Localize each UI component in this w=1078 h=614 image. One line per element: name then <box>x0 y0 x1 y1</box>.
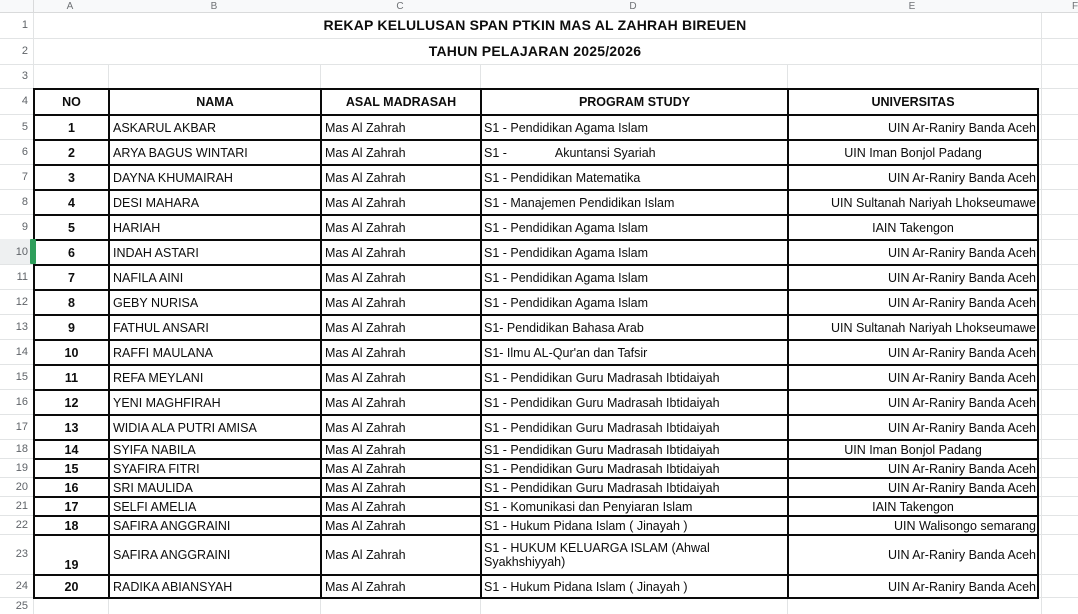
gridline <box>0 534 33 535</box>
gridline <box>480 597 481 614</box>
cell-no[interactable]: 12 <box>34 390 109 415</box>
cell-no[interactable]: 18 <box>34 516 109 535</box>
cell-program-study[interactable]: S1 - Pendidikan Matematika <box>481 165 788 190</box>
row-header-11[interactable]: 11 <box>16 270 28 283</box>
table-row <box>34 290 1038 315</box>
gridline <box>1038 239 1078 240</box>
cell-nama[interactable]: ARYA BAGUS WINTARI <box>109 140 321 165</box>
gridline <box>0 139 33 140</box>
cell-no[interactable]: 6 <box>34 240 109 265</box>
cell-universitas[interactable]: UIN Ar-Raniry Banda Aceh <box>788 165 1038 190</box>
gridline <box>0 164 33 165</box>
cell-asal-madrasah[interactable]: Mas Al Zahrah <box>321 415 481 440</box>
gridline <box>0 189 33 190</box>
row-header-23[interactable]: 23 <box>15 548 28 560</box>
cell-universitas[interactable]: IAIN Takengon <box>788 497 1038 516</box>
cell-no[interactable]: 15 <box>34 459 109 478</box>
cell-asal-madrasah[interactable]: Mas Al Zahrah <box>321 575 481 598</box>
cell-program-study[interactable]: S1 - Pendidikan Agama Islam <box>481 215 788 240</box>
gridline <box>0 414 33 415</box>
gridline <box>1038 458 1078 459</box>
cell-nama[interactable]: SYAFIRA FITRI <box>109 459 321 478</box>
cell-program-study[interactable]: S1- Ilmu AL-Qur'an dan Tafsir <box>481 340 788 365</box>
cell-asal-madrasah[interactable]: Mas Al Zahrah <box>321 240 481 265</box>
gridline <box>1038 439 1078 440</box>
cell-universitas[interactable]: UIN Ar-Raniry Banda Aceh <box>788 240 1038 265</box>
cell-universitas[interactable]: UIN Iman Bonjol Padang <box>788 440 1038 459</box>
gridline <box>0 364 33 365</box>
cell-program-study[interactable]: S1 - Komunikasi dan Penyiaran Islam <box>481 497 788 516</box>
cell-universitas[interactable]: UIN Ar-Raniry Banda Aceh <box>788 415 1038 440</box>
table-row <box>34 478 1038 497</box>
gridline <box>108 597 109 614</box>
gridline <box>1038 164 1078 165</box>
title-cell[interactable]: REKAP KELULUSAN SPAN PTKIN MAS AL ZAHRAH BIREUEN <box>323 17 747 33</box>
header-program-study[interactable]: PROGRAM STUDY <box>481 89 788 115</box>
table-header-row <box>34 89 1038 115</box>
row-header-6[interactable]: 6 <box>21 145 28 158</box>
table-row <box>34 265 1038 290</box>
row-10-green-marker-icon <box>30 239 36 264</box>
cell-nama[interactable]: FATHUL ANSARI <box>109 315 321 340</box>
gridline <box>1038 139 1078 140</box>
cell-nama[interactable]: SRI MAULIDA <box>109 478 321 497</box>
cell-universitas[interactable]: IAIN Takengon <box>788 215 1038 240</box>
table-row <box>34 535 1038 575</box>
gridline <box>0 458 33 459</box>
column-header-A[interactable]: A <box>66 1 74 12</box>
row-header-18[interactable]: 18 <box>15 442 28 455</box>
cell-no[interactable]: 8 <box>34 290 109 315</box>
cell-universitas[interactable]: UIN Ar-Raniry Banda Aceh <box>788 390 1038 415</box>
gridline <box>0 389 33 390</box>
row-header-13[interactable]: 13 <box>15 320 28 333</box>
cell-nama[interactable]: ASKARUL AKBAR <box>109 115 321 140</box>
row-header-20[interactable]: 20 <box>15 480 28 493</box>
gridline <box>0 574 33 575</box>
cell-asal-madrasah[interactable]: Mas Al Zahrah <box>321 440 481 459</box>
cell-program-study[interactable]: S1 - Pendidikan Guru Madrasah Ibtidaiyah <box>481 415 788 440</box>
row-header-19[interactable]: 19 <box>15 461 28 474</box>
row-header-16[interactable]: 16 <box>15 395 28 408</box>
cell-universitas[interactable]: UIN Ar-Raniry Banda Aceh <box>788 535 1038 575</box>
gridline <box>0 264 33 265</box>
table-row <box>34 140 1038 165</box>
cell-no[interactable]: 5 <box>34 215 109 240</box>
gridline <box>1038 114 1078 115</box>
cell-no[interactable]: 13 <box>34 415 109 440</box>
cell-program-study[interactable]: S1 - Akuntansi Syariah <box>481 140 788 165</box>
cell-no[interactable]: 4 <box>34 190 109 215</box>
row-header-7[interactable]: 7 <box>21 170 28 183</box>
cell-program-study[interactable]: S1 - Hukum Pidana Islam ( Jinayah ) <box>481 516 788 535</box>
row-header-10[interactable]: 10 <box>15 245 28 258</box>
cell-no[interactable]: 20 <box>34 575 109 598</box>
table-row <box>34 516 1038 535</box>
table-row <box>34 240 1038 265</box>
cell-asal-madrasah[interactable]: Mas Al Zahrah <box>321 365 481 390</box>
gridline <box>1038 597 1078 598</box>
cell-no[interactable]: 19 <box>34 535 109 575</box>
cell-nama[interactable]: DAYNA KHUMAIRAH <box>109 165 321 190</box>
table-row <box>34 215 1038 240</box>
gridline <box>1038 515 1078 516</box>
table-row <box>34 575 1038 598</box>
column-header-E[interactable]: E <box>908 1 916 12</box>
column-header-C[interactable]: C <box>396 1 404 12</box>
header-asal-madrasah[interactable]: ASAL MADRASAH <box>321 89 481 115</box>
cell-program-study[interactable]: S1 - Pendidikan Agama Islam <box>481 240 788 265</box>
recap-table <box>33 88 1039 599</box>
gridline <box>0 477 33 478</box>
cell-no[interactable]: 16 <box>34 478 109 497</box>
gridline <box>1038 496 1078 497</box>
cell-asal-madrasah[interactable]: Mas Al Zahrah <box>321 535 481 575</box>
cell-nama[interactable]: YENI MAGHFIRAH <box>109 390 321 415</box>
cell-asal-madrasah[interactable]: Mas Al Zahrah <box>321 290 481 315</box>
gridline <box>1038 314 1078 315</box>
cell-program-study[interactable]: S1- Pendidikan Bahasa Arab <box>481 315 788 340</box>
cell-asal-madrasah[interactable]: Mas Al Zahrah <box>321 190 481 215</box>
cell-program-study[interactable]: S1 - Pendidikan Agama Islam <box>481 290 788 315</box>
gridline <box>1038 389 1078 390</box>
cell-nama[interactable]: RAFFI MAULANA <box>109 340 321 365</box>
table-row <box>34 415 1038 440</box>
cell-universitas[interactable]: UIN Sultanah Nariyah Lhokseumawe <box>788 315 1038 340</box>
gridline <box>320 597 321 614</box>
gridline <box>787 597 788 614</box>
row-header-12[interactable]: 12 <box>15 295 28 308</box>
cell-asal-madrasah[interactable]: Mas Al Zahrah <box>321 390 481 415</box>
gridline <box>0 439 33 440</box>
cell-asal-madrasah[interactable]: Mas Al Zahrah <box>321 516 481 535</box>
cell-nama[interactable]: DESI MAHARA <box>109 190 321 215</box>
gridline <box>320 64 321 88</box>
gridline <box>1038 414 1078 415</box>
cell-nama[interactable]: INDAH ASTARI <box>109 240 321 265</box>
gridline <box>1038 264 1078 265</box>
row-header-15[interactable]: 15 <box>15 370 28 383</box>
column-header-B[interactable]: B <box>210 1 218 12</box>
gridline <box>0 515 33 516</box>
header-nama[interactable]: NAMA <box>109 89 321 115</box>
cell-nama[interactable]: HARIAH <box>109 215 321 240</box>
row-header-9[interactable]: 9 <box>21 220 28 233</box>
table-row <box>34 315 1038 340</box>
gridline <box>1038 189 1078 190</box>
table-row <box>34 440 1038 459</box>
row-header-5[interactable]: 5 <box>21 120 28 133</box>
cell-no[interactable]: 7 <box>34 265 109 290</box>
cell-asal-madrasah[interactable]: Mas Al Zahrah <box>321 115 481 140</box>
cell-program-study[interactable]: S1 - Hukum Pidana Islam ( Jinayah ) <box>481 575 788 598</box>
cell-asal-madrasah[interactable]: Mas Al Zahrah <box>321 140 481 165</box>
cell-asal-madrasah[interactable]: Mas Al Zahrah <box>321 478 481 497</box>
cell-nama[interactable]: WIDIA ALA PUTRI AMISA <box>109 415 321 440</box>
cell-universitas[interactable]: UIN Ar-Raniry Banda Aceh <box>788 265 1038 290</box>
gridline <box>1038 477 1078 478</box>
row-header-17[interactable]: 17 <box>15 420 28 433</box>
cell-program-study[interactable]: S1 - Pendidikan Guru Madrasah Ibtidaiyah <box>481 440 788 459</box>
cell-nama[interactable]: NAFILA AINI <box>109 265 321 290</box>
table-row <box>34 390 1038 415</box>
gridline <box>1038 214 1078 215</box>
cell-universitas[interactable]: UIN Walisongo semarang <box>788 516 1038 535</box>
gridline <box>1038 534 1078 535</box>
cell-program-study[interactable]: S1 - Pendidikan Guru Madrasah Ibtidaiyah <box>481 459 788 478</box>
row-header-1[interactable]: 1 <box>21 19 28 31</box>
cell-nama[interactable]: SYIFA NABILA <box>109 440 321 459</box>
cell-universitas[interactable]: UIN Iman Bonjol Padang <box>788 140 1038 165</box>
column-header-F[interactable]: F <box>1071 1 1078 12</box>
gridline <box>0 114 33 115</box>
gridline <box>108 64 109 88</box>
cell-no[interactable]: 3 <box>34 165 109 190</box>
cell-universitas[interactable]: UIN Ar-Raniry Banda Aceh <box>788 290 1038 315</box>
table-row <box>34 497 1038 516</box>
cell-no[interactable]: 2 <box>34 140 109 165</box>
cell-no[interactable]: 11 <box>34 365 109 390</box>
cell-asal-madrasah[interactable]: Mas Al Zahrah <box>321 315 481 340</box>
cell-asal-madrasah[interactable]: Mas Al Zahrah <box>321 265 481 290</box>
gridline <box>0 597 33 598</box>
cell-nama[interactable]: SELFI AMELIA <box>109 497 321 516</box>
select-all-corner[interactable] <box>0 0 34 12</box>
row-header-2[interactable]: 2 <box>21 45 28 57</box>
row-header-4[interactable]: 4 <box>21 95 28 107</box>
gridline <box>0 64 1078 65</box>
gridline <box>0 339 33 340</box>
cell-program-study[interactable]: S1 - Pendidikan Agama Islam <box>481 115 788 140</box>
table-row <box>34 190 1038 215</box>
row-header-3[interactable]: 3 <box>21 70 28 82</box>
column-header-D[interactable]: D <box>629 1 637 12</box>
cell-universitas[interactable]: UIN Ar-Raniry Banda Aceh <box>788 478 1038 497</box>
cell-asal-madrasah[interactable]: Mas Al Zahrah <box>321 340 481 365</box>
cell-asal-madrasah[interactable]: Mas Al Zahrah <box>321 165 481 190</box>
gridline <box>0 289 33 290</box>
cell-universitas[interactable]: UIN Ar-Raniry Banda Aceh <box>788 575 1038 598</box>
row-header-14[interactable]: 14 <box>15 345 28 358</box>
cell-no[interactable]: 9 <box>34 315 109 340</box>
cell-nama[interactable]: SAFIRA ANGGRAINI <box>109 535 321 575</box>
cell-nama[interactable]: SAFIRA ANGGRAINI <box>109 516 321 535</box>
gridline <box>1038 289 1078 290</box>
cell-program-study[interactable]: S1 - Pendidikan Guru Madrasah Ibtidaiyah <box>481 365 788 390</box>
cell-no[interactable]: 17 <box>34 497 109 516</box>
table-row <box>34 459 1038 478</box>
header-universitas[interactable]: UNIVERSITAS <box>788 89 1038 115</box>
cell-no[interactable]: 14 <box>34 440 109 459</box>
table-row <box>34 340 1038 365</box>
gridline <box>0 214 33 215</box>
row-header-25[interactable]: 25 <box>15 599 28 612</box>
cell-universitas[interactable]: UIN Ar-Raniry Banda Aceh <box>788 365 1038 390</box>
cell-universitas[interactable]: UIN Ar-Raniry Banda Aceh <box>788 115 1038 140</box>
cell-nama[interactable]: GEBY NURISA <box>109 290 321 315</box>
column-header-strip <box>0 0 1078 13</box>
cell-program-study[interactable]: S1 - Manajemen Pendidikan Islam <box>481 190 788 215</box>
cell-program-study[interactable]: S1 - Pendidikan Guru Madrasah Ibtidaiyah <box>481 390 788 415</box>
cell-nama[interactable]: RADIKA ABIANSYAH <box>109 575 321 598</box>
gridline <box>1038 364 1078 365</box>
cell-program-study[interactable]: S1 - Pendidikan Guru Madrasah Ibtidaiyah <box>481 478 788 497</box>
row-header-24[interactable]: 24 <box>15 579 28 592</box>
cell-universitas[interactable]: UIN Sultanah Nariyah Lhokseumawe <box>788 190 1038 215</box>
gridline <box>1038 339 1078 340</box>
row-header-22[interactable]: 22 <box>15 518 28 531</box>
header-no[interactable]: NO <box>34 89 109 115</box>
cell-nama[interactable]: REFA MEYLANI <box>109 365 321 390</box>
gridline <box>1041 12 1042 614</box>
gridline <box>480 64 481 88</box>
gridline <box>787 64 788 88</box>
cell-universitas[interactable]: UIN Ar-Raniry Banda Aceh <box>788 459 1038 478</box>
cell-universitas[interactable]: UIN Ar-Raniry Banda Aceh <box>788 340 1038 365</box>
table-row <box>34 115 1038 140</box>
cell-program-study[interactable]: S1 - HUKUM KELUARGA ISLAM (Ahwal Syakhshiyyah) <box>481 535 788 575</box>
gridline <box>1038 574 1078 575</box>
cell-no[interactable]: 10 <box>34 340 109 365</box>
row-header-21[interactable]: 21 <box>15 499 28 512</box>
gridline <box>0 314 33 315</box>
row-header-8[interactable]: 8 <box>21 195 28 208</box>
table-row <box>34 365 1038 390</box>
subtitle-cell[interactable]: TAHUN PELAJARAN 2025/2026 <box>428 43 642 59</box>
table-row <box>34 165 1038 190</box>
cell-no[interactable]: 1 <box>34 115 109 140</box>
cell-asal-madrasah[interactable]: Mas Al Zahrah <box>321 215 481 240</box>
gridline <box>0 496 33 497</box>
cell-program-study[interactable]: S1 - Pendidikan Agama Islam <box>481 265 788 290</box>
cell-asal-madrasah[interactable]: Mas Al Zahrah <box>321 459 481 478</box>
cell-asal-madrasah[interactable]: Mas Al Zahrah <box>321 497 481 516</box>
